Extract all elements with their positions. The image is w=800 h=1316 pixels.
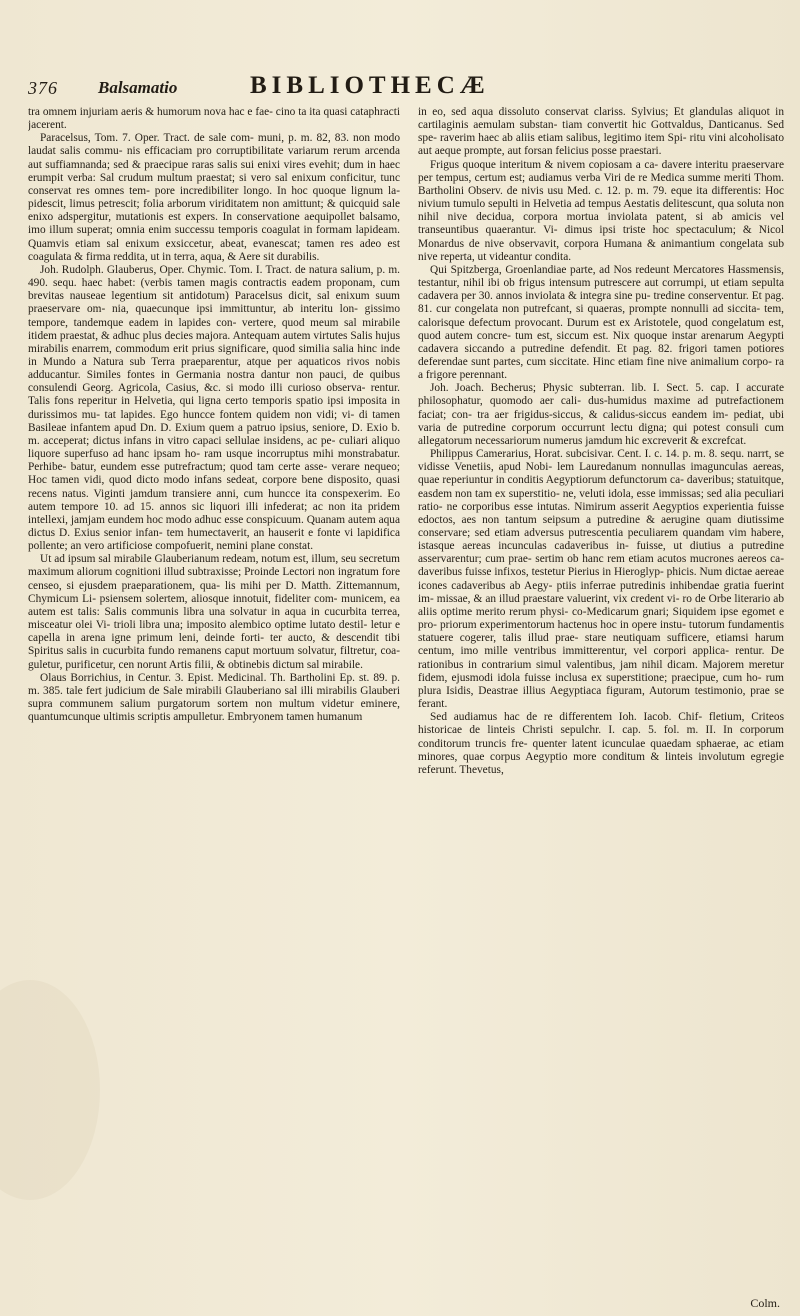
catchword: Colm. [750,1296,780,1310]
page-number: 376 [28,78,58,98]
paragraph: Joh. Joach. Becherus; Physic subterran. lib. I. Sect. 5. cap. I accurate philosophatur, quomodo aer cali- dus-humidus maxime ad putrefactionem faciat; con- tra aer frigidus-siccus, & calidus-siccus eandem im- pediat, ubi varia de putredine corporum occurrunt lectu digna; qui potest consuli cum allegatorum necessariorum numerus jamdum hic excreverit & excrefcat. [418,382,784,447]
paragraph: Ut ad ipsum sal mirabile Glauberianum redeam, notum est, illum, seu secretum maximum aliorum cognitioni illud subtraxisse; Proinde Lectori non ingratum fore censeo, si ejusdem praeparationem, qua- lis mihi per D. Matth. Zittemannum, Chymicum Li- psiensem solertem, aliosque innotuit, fideliter com- municem, ea autem est talis: Salis communis libra una solvatur in aqua in cucurbita terrea, misceatur olei Vi- trioli libra una; imposito alembico optime lutato destil- letur e capella in arena igne primum leni, deinde forti- ter aucto, & descendit tibi Spiritus salis in cucurbita fundo remanens caput mortuum solvatur, filtretur, coa- guletur, purificetur, cen norunt Artis filii, & obtinebis dictum sal mirabile. [28,553,400,671]
right-column [418,106,784,1298]
paragraph: Olaus Borrichius, in Centur. 3. Epist. Medicinal. Th. Bartholini Ep. st. 89. p. m. 385. tale fert judicium de Sale mirabili Glauberiano sal illi mirabilis Glauberi supra communem salium purgatorum sortem non multum videtur eminere, quantumcunque ultimis scriptis ampulletur. Embryonem tamen humanum [28,671,400,724]
paragraph: Frigus quoque interitum & nivem copiosam a ca- davere interitu praeservare per tempus, certum est; audiamus verba Viri de re Medica summe meriti Thom. Bartholini Observ. de nivis usu Med. c. 12. p. m. 79. eque ita differentis: Hoc nivium tumulo sepulti in Helvetia ad tempus Aestatis delitescunt, qua soluta non nihil nive decidua, corpora mortua inviolata patent, si ab amicis vel transeuntibus quaerantur. Vi- dimus ipsi triste hoc spectaculum; & Nicol Monardus de nive observavit, corpora Humana & animantium congelata sub nive reperta, ut videantur condita. [418,158,784,263]
page-title: BIBLIOTHECÆ [250,72,490,99]
paragraph: Paracelsus, Tom. 7. Oper. Tract. de sale com- muni, p. m. 82, 83. non modo laudat salis commu- nis efficaciam pro corruptibilitate variarum rerum arcenda aut suffiamnanda; sed & praecipue raras salis sui enixi vires evehit; dum in haec erumpit verba: Sal crudum multum praestat; si vero sal enixum conficitur, tunc conservat res omnes tem- pore incredibiliter longo. In hoc quoque lignum la- pidescit, limus petrescit; folia arborum viriditatem non amittunt; & quicquid sale enixo adspergitur, mutationis est expers. In conservatione aequipollet balsamo, imo illum superat; omnia enim successu temporis coagulat in formam lapideam. Quamvis etiam sal enixum exsiccetur, abeat, evanescat; tamen res adeo est coagulata & firma reddita, ut in terra, aqua, & Aere sit durabilis. [28,132,400,263]
paragraph: Philippus Camerarius, Horat. subcisivar. Cent. I. c. 14. p. m. 8. sequ. narrt, se vidisse Venetiis, apud Nobi- lem Lauredanum nonnullas imagunculas aereas, quae reperiuntur in conditis Aegyptiorum defunctorum ca- daveribus; statuitque, easdem non tam ex superstitio- ne, veluti idola, esse immissas; sed alia peculiari ratio- ne corporibus esse intutas. Nimirum asserit Aegyptios experientia fuisse edoctos, aes non tantum seipsum a putredine & aerugine quam diutissime conservare; sed etiam adversus putrescentia peculiarem quandam vim habere, istasque aereas incunculas cadaveribus in- fuisse, ut diutius a putredine asservarentur; cum prae- sertim ob hanc rem etiam acutos mucrones aereos ca- daveribus fuisse infixos, testetur Pierius in Hieroglyp- phicis. Num dictae aereae icones cadaveribus ab Aegy- ptiis inferrae putredinis inhibendae gratia fuerint im- missae, & an illud praestare valuerint, vix credent vi- ro de Orbe literario ab aliis optime merito rerum physi- co-Medicarum gnari; Siquidem ipse egomet e pro- priorum experimentorum hactenus hoc in opere instu- tutorum fundamentis statuere cogerer, talis illud prae- stare neutiquam sufficere, etiamsi harum centum, imo mille ventribus immitterentur, vel corpori applica- rentur. De rationibus in contrarium simul valentibus, jam nihil dicam. Majorem meretur fidem, ejusmodi idola fuisse inclusa ex superstitione; praecipue, cum ho- rum plura Isidis, Deastrae illius Aegyptiaca figuram, Autorum testimonio, prae se ferant. [418,448,784,711]
page-header [28,74,776,108]
running-head: Balsamatio [98,78,178,97]
paragraph: Qui Spitzberga, Groenlandiae parte, ad Nos redeunt Mercatores Hassmensis, testantur, nihil ibi ob frigus intensum putrescere aut corrumpi, ut etiam sepulta cadavera per 30. annos inviolata & integra sine pu- tredine conserventur. Et pag. 81. cur congelata non putrefcant, si quaeras, prompte nonnulli ad siccita- tem, calorisque defectum provocant. Durum est ex Aristotele, quod congelatum est, quod autem concre- tum est, siccum est. Nix quoque instar arenarum Aegypti cadavera siccando a putredine defendit. Et pag. 82. frigori tamen potiores deferendae sunt partes, cum siccitate. Hinc etiam fine nive animalium corpo- ra a frigore perennant. [418,263,784,382]
paragraph: in eo, sed aqua dissoluto conservat clariss. Sylvius; Et glandulas aliquot in cartilaginis aemulam substan- tiam convertit hic Gottvaldus, Danticanus. Sed spe- raverim haec ab aliis etiam salibus, legitimo item Spi- ritu vini alcoholisato aut aeque prompte, aut forsan felicius posse praestari. [418,106,784,158]
paragraph: Joh. Rudolph. Glauberus, Oper. Chymic. Tom. I. Tract. de natura salium, p. m. 490. sequ. haec habet: (verbis tamen magis contractis eadem proponam, cum brevitas nauseae legentium sit antidotum) Paracelsus dicit, sal enixum suum praeservare om- nia, quaecunque ipsi immittuntur, ab interitu lon- gissimo tempore, tandemque eadem in lapides con- vertere, quod meum sal mirabile itidem praestat, & adhuc plus decies majora. Antequam autem virtutes Salis hujus mirabilis enarrem, commodum erit prius significare, quod similia salia hinc inde in Mundo a Natura sub Terra praeparentur, atque per aquaticos rivos nobis adducantur. Similes fontes in Germania nostra dantur non pauci, de quibus consulendi Georg. Agricola, Casius, &c. si modo illi curioso observa- rentur. Talis fons reperitur in Helvetia, qui ligna certo temporis spatio ipsi imposita in durissimos mu- tat lapides. Ego huncce fontem quidem non vidi; vi- di tamen Basileae infantem apud Dn. D. Exium quem a patruo ipsius, seniore, D. Exio b. m. acceperat; dictus infans in vitro capaci sellulae insidens, ac pe- culiari aliquo liquore superfuso ad hanc ipsam ho- ram usque incorruptus mihi monstrabatur. Perhibe- batur, eundem esse putrefractum; quod tam certe asse- verare nequeo; Hoc tamen vidi, quod dicto modo infans sedeat, corpore bene disposito, quasi recens natus. Viginti jamdum transiere anni, cum huncce ita conspexerim. Eo autem tempore 10. ad 15. annos sic liquori illi infederat; ac non ita pridem intellexi, jamjam eundem hoc modo adhuc esse conspicuum. Quanam autem aqua dictus D. Exius senior infan- tem humectaverit, an hauserit e fonte vi lapidifica pollente; an vero artificiose compofuerit, nemini plane constat. [28,263,400,553]
left-column [28,106,400,1298]
paragraph: tra omnem injuriam aeris & humorum nova hac e fae- cino ta ita quasi cataphracti jacerent. [28,106,400,132]
paragraph: Sed audiamus hac de re differentem Ioh. Iacob. Chif- fletium, Criteos historicae de linteis Christi sepulchr. I. cap. 5. fol. m. II. In corporum conditorum truncis fre- quenter latent icunculae quaedam sphaerae, ac etiam minores, quae corpus Aegyptio more conditum & linteis involutum egregie referunt. Thevetus, [418,711,784,776]
